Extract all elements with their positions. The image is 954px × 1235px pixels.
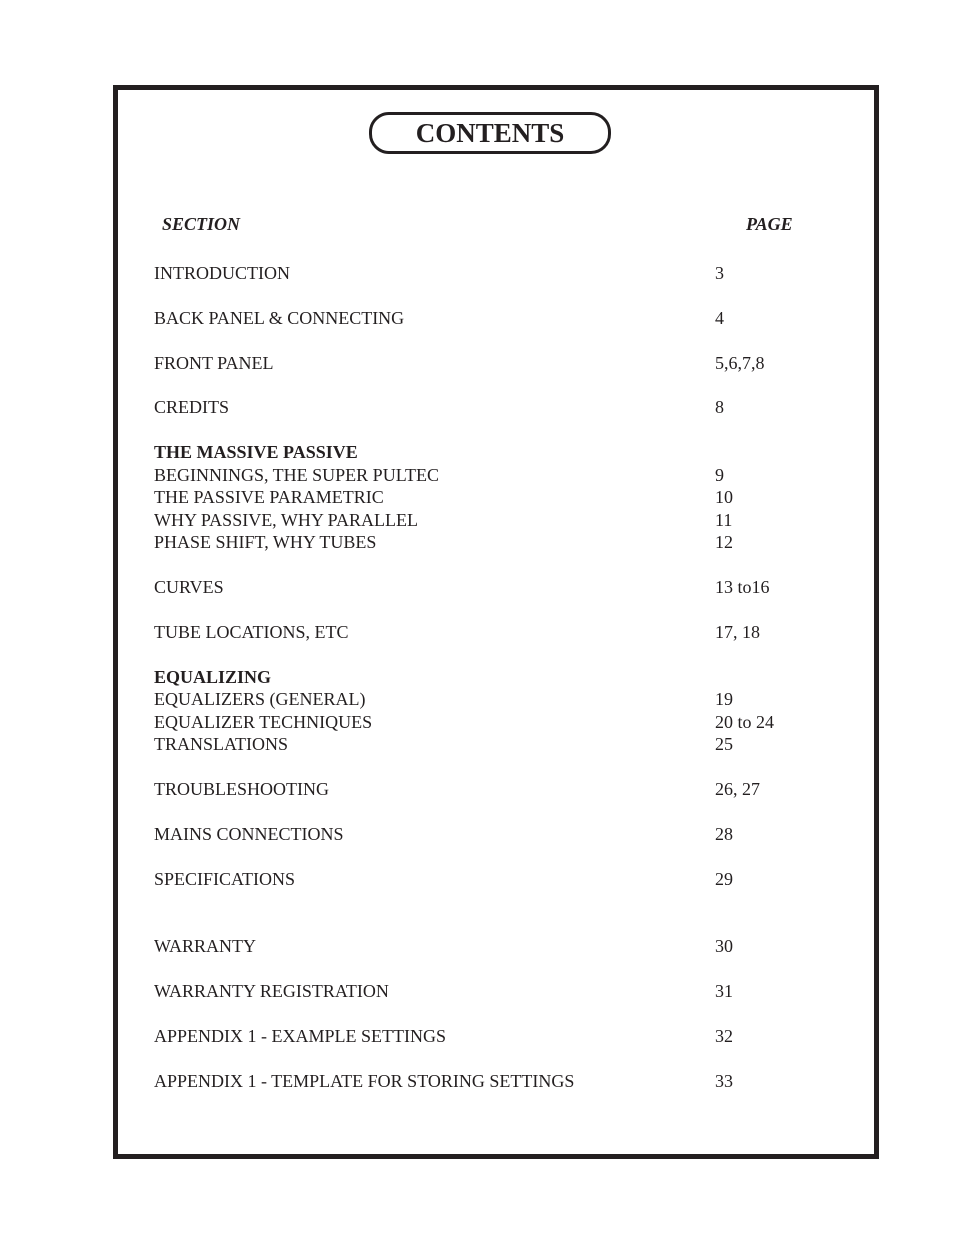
toc-entry-translations[interactable]	[0, 733, 954, 755]
toc-entry-specifications[interactable]	[0, 868, 954, 890]
toc-entry-label: BACK PANEL & CONNECTING	[154, 308, 405, 328]
toc-entry-troubleshooting[interactable]	[0, 778, 954, 800]
toc-entry-page: 30	[715, 936, 733, 956]
toc-entry-beginnings[interactable]	[0, 464, 954, 486]
toc-entry-page: 8	[715, 397, 724, 417]
toc-entry-page: 32	[715, 1026, 733, 1046]
toc-entry-equalizers-general[interactable]	[0, 688, 954, 710]
toc-group-label: EQUALIZING	[154, 667, 272, 687]
page-title: CONTENTS	[415, 117, 565, 148]
toc-entry-label: WARRANTY REGISTRATION	[154, 981, 389, 1001]
toc-entry-label: WHY PASSIVE, WHY PARALLEL	[154, 510, 419, 530]
toc-entry-page: 31	[715, 981, 733, 1001]
toc-entry-curves[interactable]	[0, 576, 954, 598]
toc-entry-label: TROUBLESHOOTING	[154, 779, 329, 799]
toc-entry-label: WARRANTY	[154, 936, 256, 956]
toc-entry-page: 20 to 24	[715, 712, 775, 732]
toc-entry-label: CURVES	[154, 577, 224, 597]
toc-entry-appendix-example-settings[interactable]	[0, 1025, 954, 1047]
toc-group-label: THE MASSIVE PASSIVE	[154, 442, 358, 462]
toc-entry-mains-connections[interactable]	[0, 823, 954, 845]
toc-entry-page: 33	[715, 1071, 733, 1091]
toc-entry-label: PHASE SHIFT, WHY TUBES	[154, 532, 377, 552]
toc-entry-page: 25	[715, 734, 733, 754]
toc-group-massive-passive	[0, 441, 954, 463]
toc-entry-page: 5,6,7,8	[715, 353, 765, 373]
toc-entry-label: FRONT PANEL	[154, 353, 274, 373]
toc-entry-warranty-registration[interactable]	[0, 980, 954, 1002]
toc-entry-why-passive[interactable]	[0, 509, 954, 531]
toc-entry-tube-locations[interactable]	[0, 621, 954, 643]
toc-entry-label: EQUALIZER TECHNIQUES	[154, 712, 373, 732]
toc-entry-label: TUBE LOCATIONS, ETC	[154, 622, 349, 642]
toc-entry-page: 29	[715, 869, 733, 889]
toc-entry-label: CREDITS	[154, 397, 230, 417]
page-column-header: PAGE	[746, 214, 793, 234]
toc-entry-page: 10	[715, 487, 733, 507]
toc-entry-page: 9	[715, 465, 724, 485]
toc-entry-page: 17, 18	[715, 622, 760, 642]
toc-entry-page: 4	[715, 308, 724, 328]
toc-entry-page: 13 to16	[715, 577, 770, 597]
toc-entry-label: APPENDIX 1 - TEMPLATE FOR STORING SETTINGS	[154, 1071, 575, 1091]
toc-entry-label: INTRODUCTION	[154, 263, 290, 283]
toc-group-equalizing	[0, 666, 954, 688]
toc-entry-back-panel[interactable]	[0, 307, 954, 329]
toc-entry-page: 19	[715, 689, 733, 709]
toc-entry-page: 3	[715, 263, 724, 283]
toc-entry-label: MAINS CONNECTIONS	[154, 824, 344, 844]
toc-entry-page: 28	[715, 824, 733, 844]
toc-entry-page: 11	[715, 510, 733, 530]
contents-title-box	[369, 112, 611, 154]
toc-entry-label: EQUALIZERS (GENERAL)	[154, 689, 366, 709]
toc-entry-label: TRANSLATIONS	[154, 734, 289, 754]
toc-entry-label: APPENDIX 1 - EXAMPLE SETTINGS	[154, 1026, 446, 1046]
toc-entry-equalizer-techniques[interactable]	[0, 711, 954, 733]
toc-entry-appendix-template[interactable]	[0, 1070, 954, 1092]
toc-entry-label: THE PASSIVE PARAMETRIC	[154, 487, 384, 507]
toc-entry-page: 26, 27	[715, 779, 760, 799]
toc-entry-credits[interactable]	[0, 396, 954, 418]
toc-entry-passive-parametric[interactable]	[0, 486, 954, 508]
toc-entry-phase-shift[interactable]	[0, 531, 954, 553]
toc-entry-label: SPECIFICATIONS	[154, 869, 296, 889]
toc-entry-introduction[interactable]	[0, 262, 954, 284]
toc-entry-page: 12	[715, 532, 733, 552]
toc-entry-warranty[interactable]	[0, 935, 954, 957]
toc-entry-label: BEGINNINGS, THE SUPER PULTEC	[154, 465, 440, 485]
section-column-header: SECTION	[162, 214, 241, 234]
toc-entry-front-panel[interactable]	[0, 352, 954, 374]
